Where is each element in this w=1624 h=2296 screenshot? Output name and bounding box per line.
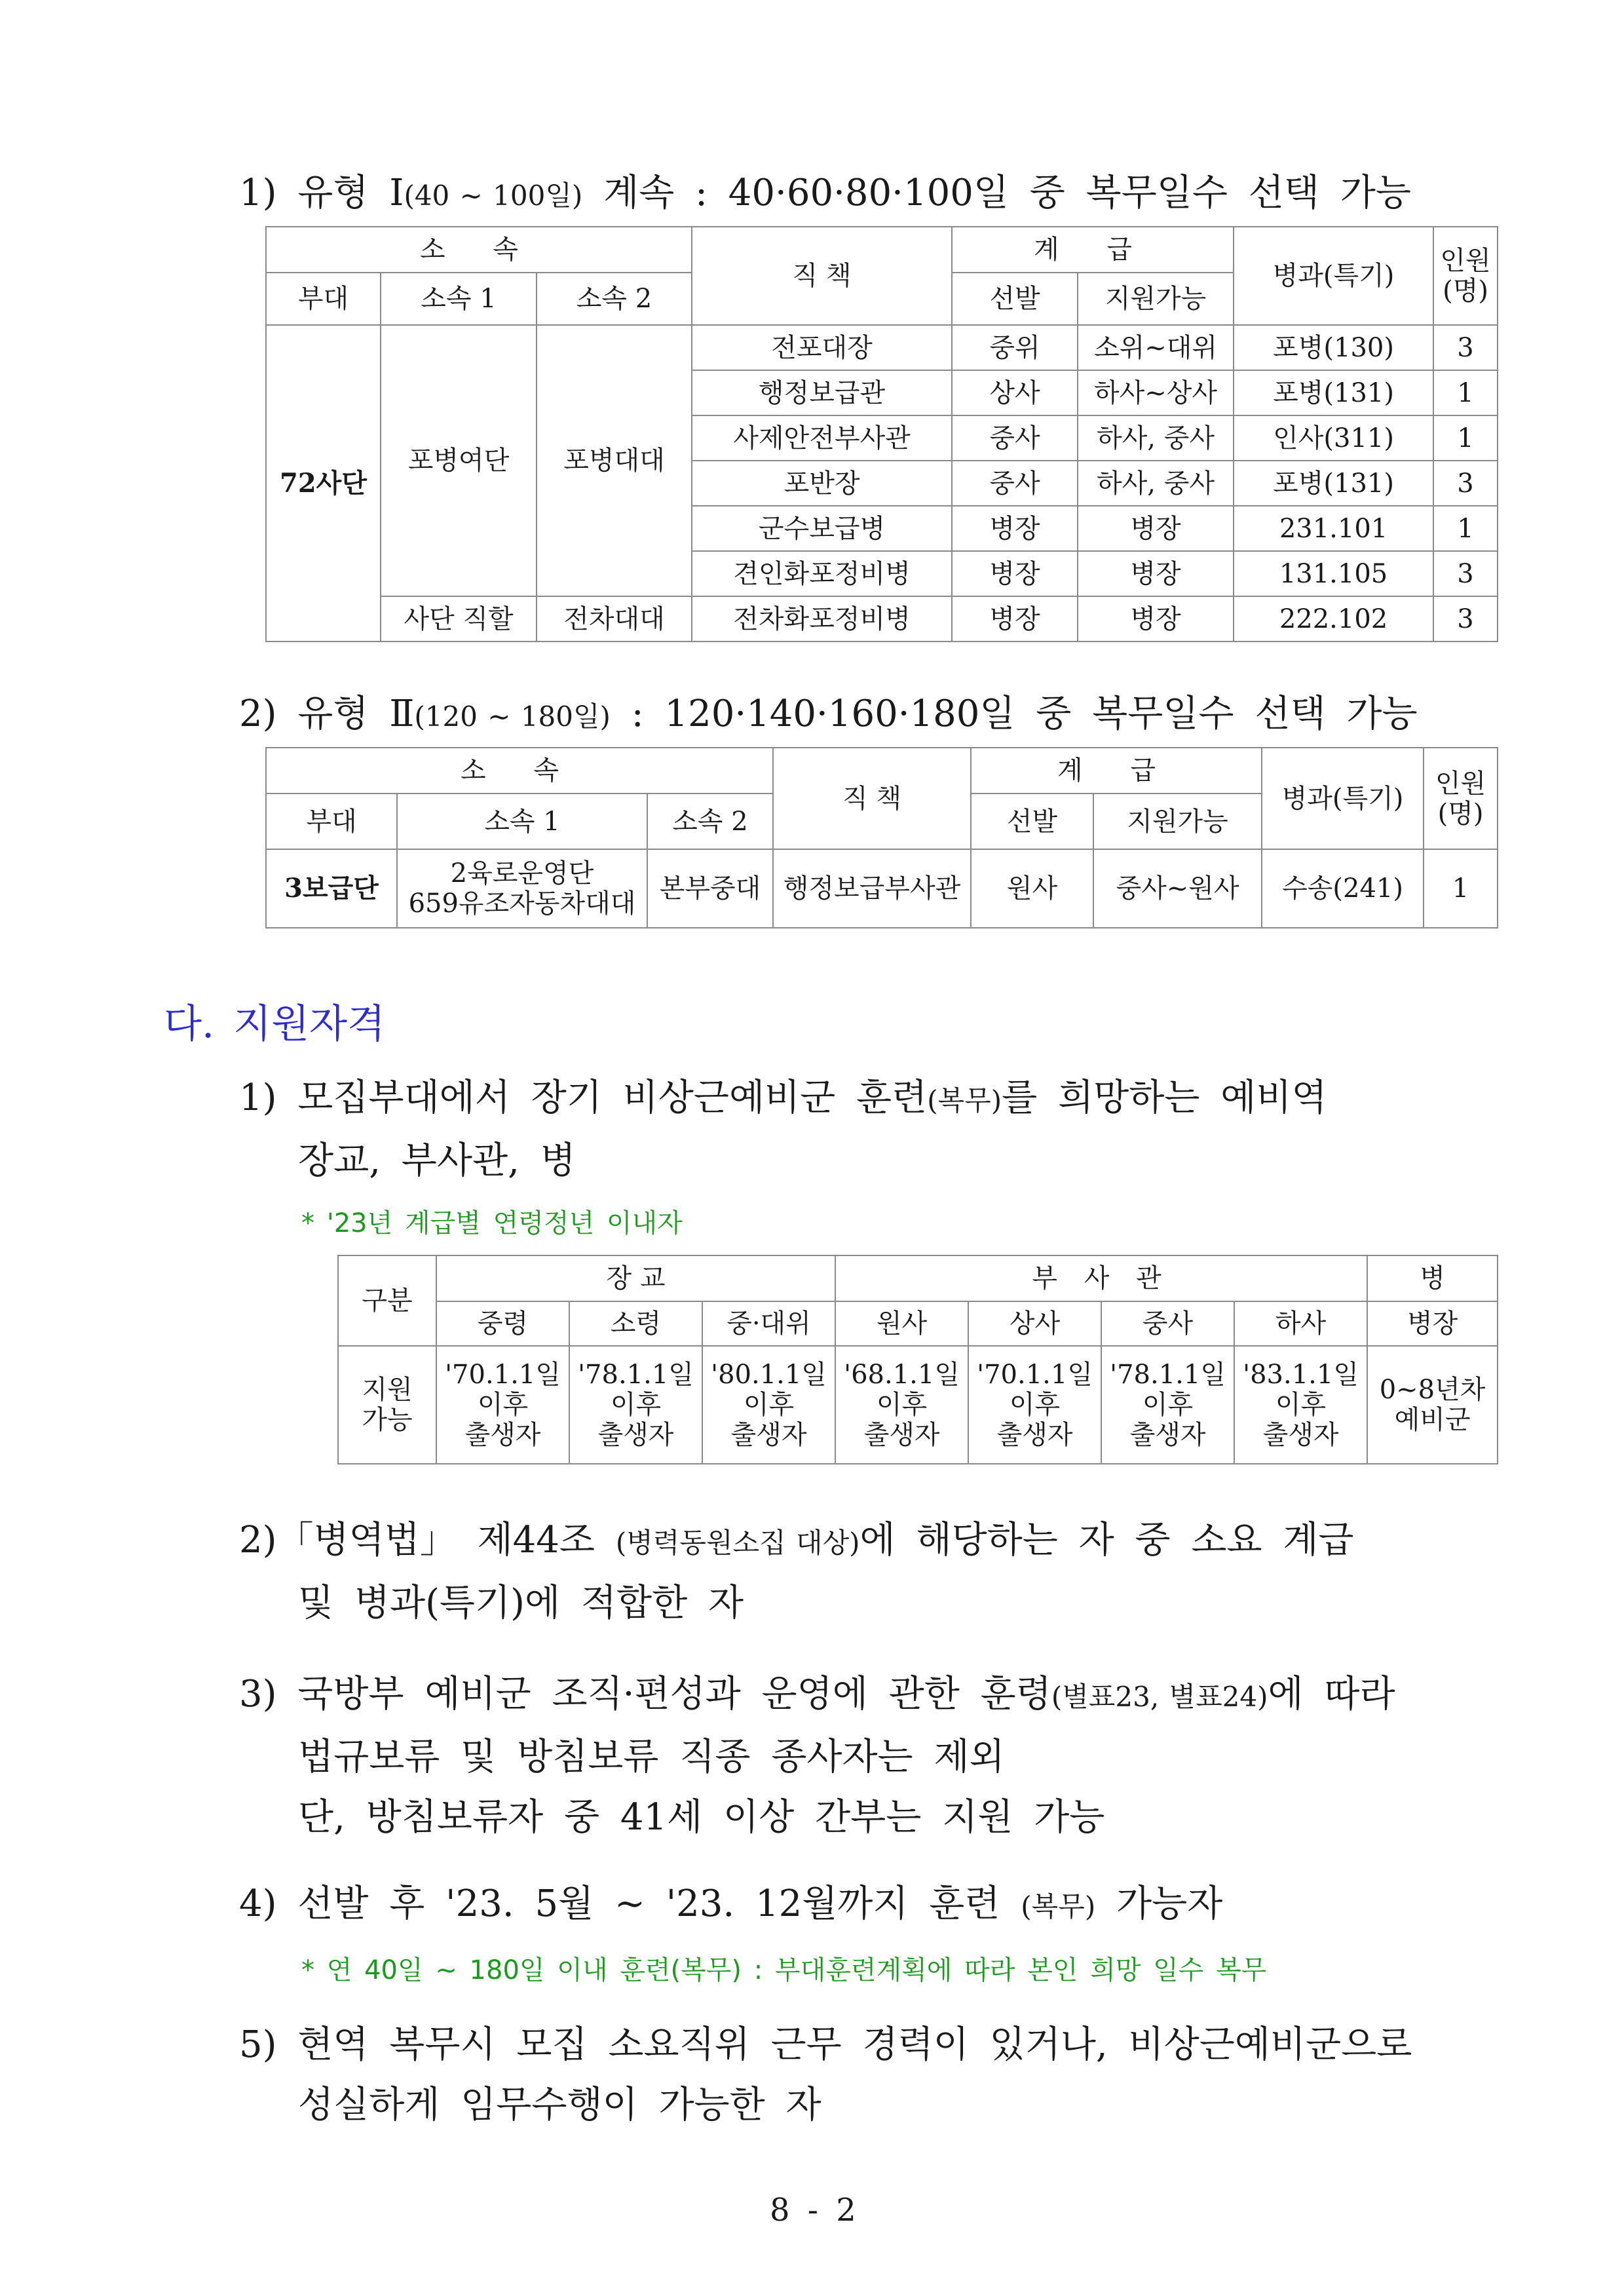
age-after: 이후: [610, 1390, 662, 1420]
paragraph-3: [239, 1664, 1395, 1848]
count-cell: 1: [1433, 415, 1498, 461]
type2-table: [265, 747, 1498, 928]
header-apply: 지원가능: [1093, 794, 1262, 849]
paragraph-number: 2): [239, 1519, 277, 1561]
branch-cell: 포병(131): [1234, 370, 1433, 415]
affiliation-2-cell: 포병대대: [537, 325, 692, 596]
branch-cell: 포병(130): [1234, 325, 1433, 370]
heading-range: (120 ~ 180일): [414, 700, 611, 733]
age-after: 이후: [743, 1390, 795, 1420]
age-born: 출생자: [996, 1420, 1073, 1450]
rank-header: 상사: [968, 1301, 1101, 1346]
header-affiliation-2: 소속 2: [537, 273, 692, 325]
heading-roman: Ⅰ: [389, 172, 404, 214]
branch-cell: 인사(311): [1234, 415, 1433, 461]
count-cell: 3: [1433, 325, 1498, 370]
paragraph-2: [239, 1510, 1354, 1634]
heading-number: 1): [239, 172, 277, 214]
rank-header: 중·대위: [702, 1301, 835, 1346]
rank-header: 소령: [569, 1301, 702, 1346]
header-officer: 장 교: [436, 1255, 835, 1301]
age-after: 이후: [1142, 1390, 1194, 1420]
age-born: 출생자: [597, 1420, 674, 1450]
count-cell: 3: [1433, 596, 1498, 641]
apply-cell: 소위~대위: [1078, 325, 1234, 370]
heading-range: (40 ~ 100일): [404, 180, 583, 212]
heading-roman: Ⅱ: [389, 693, 415, 735]
age-date: '78.1.1일: [578, 1360, 694, 1390]
paragraph-small: (복무): [1021, 1890, 1096, 1923]
header-duty: 직 책: [692, 227, 952, 325]
note-training-days: * 연 40일 ~ 180일 이내 훈련(복무) : 부대훈련계획에 따라 본인 희망 일수 복무: [301, 1955, 1267, 1985]
paragraph-small: (별표23, 별표24): [1051, 1681, 1268, 1713]
count-cell: 3: [1433, 551, 1498, 596]
age-date: '68.1.1일: [844, 1360, 960, 1390]
select-cell: 중사: [952, 415, 1078, 461]
apply-cell: 병장: [1078, 506, 1234, 551]
header-nco: 부 사 관: [835, 1255, 1367, 1301]
rank-header: 병장: [1367, 1301, 1498, 1346]
header-affiliation: 소 속: [266, 227, 692, 273]
duty-cell: 행정보급부사관: [773, 849, 971, 928]
paragraph-text: 에 해당하는 자 중 소요 계급: [859, 1519, 1354, 1561]
duty-cell: 행정보급관: [692, 370, 952, 415]
header-duty: 직 책: [773, 748, 971, 849]
affiliation-1-cell: 사단 직할: [381, 596, 537, 641]
duty-cell: 견인화포정비병: [692, 551, 952, 596]
heading-word: 유형: [297, 693, 369, 735]
age-cell: [436, 1346, 569, 1464]
paragraph-text: 「병역법」 제44조: [276, 1519, 595, 1561]
branch-cell: 222.102: [1234, 596, 1433, 641]
header-unit: 부대: [266, 794, 397, 849]
unit-cell: 72사단: [266, 325, 381, 641]
age-born: 출생자: [1129, 1420, 1206, 1450]
apply-cell: 하사~상사: [1078, 370, 1234, 415]
branch-cell: 131.105: [1234, 551, 1433, 596]
age-table: [337, 1255, 1498, 1464]
header-enlisted: 병: [1367, 1255, 1498, 1301]
heading-number: 2): [239, 693, 277, 735]
age-after: 이후: [477, 1390, 529, 1420]
age-born: 출생자: [730, 1420, 807, 1450]
affiliation-2-cell: 본부중대: [647, 849, 773, 928]
header-affiliation-1: 소속 1: [397, 794, 647, 849]
age-cell: [1234, 1346, 1367, 1464]
select-cell: 상사: [952, 370, 1078, 415]
count-cell: 3: [1433, 461, 1498, 506]
paragraph-small: (병력동원소집 대상): [615, 1527, 860, 1559]
age-date: '83.1.1일: [1243, 1360, 1359, 1390]
duty-cell: 전포대장: [692, 325, 952, 370]
header-rank: 계 급: [952, 227, 1234, 273]
age-reserve: 예비군: [1394, 1405, 1471, 1435]
apply-cell: 병장: [1078, 596, 1234, 641]
header-rank: 계 급: [971, 748, 1262, 794]
paragraph-line: 단, 방침보류자 중 41세 이상 간부는 지원 가능: [298, 1796, 1105, 1839]
age-date: '80.1.1일: [711, 1360, 827, 1390]
age-after: 이후: [1275, 1390, 1327, 1420]
age-born: 출생자: [464, 1420, 541, 1450]
heading-rest: 계속 : 40·60·80·100일 중 복무일수 선택 가능: [603, 172, 1411, 214]
paragraph-number: 3): [239, 1673, 277, 1715]
age-date: '78.1.1일: [1110, 1360, 1226, 1390]
age-after: 이후: [876, 1390, 928, 1420]
page-number: 8 - 2: [770, 2192, 860, 2229]
paragraph-number: 4): [239, 1883, 277, 1925]
paragraph-text: 선발 후 '23. 5월 ~ '23. 12월까지 훈련: [297, 1883, 1000, 1925]
count-cell: 1: [1424, 849, 1498, 928]
select-cell: 병장: [952, 596, 1078, 641]
count-cell: 1: [1433, 506, 1498, 551]
rank-header: 중사: [1101, 1301, 1234, 1346]
section-title: 다. 지원자격: [164, 1001, 385, 1047]
select-cell: 중위: [952, 325, 1078, 370]
affiliation-1-line: 659유조자동차대대: [408, 889, 636, 919]
table-row: [338, 1346, 1498, 1464]
branch-cell: 포병(131): [1234, 461, 1433, 506]
heading-rest: : 120·140·160·180일 중 복무일수 선택 가능: [631, 693, 1418, 735]
age-cell: [1367, 1346, 1498, 1464]
header-select: 선발: [952, 273, 1078, 325]
paragraph-line: 장교, 부사관, 병: [298, 1139, 576, 1182]
apply-cell: 하사, 중사: [1078, 415, 1234, 461]
duty-cell: 군수보급병: [692, 506, 952, 551]
header-unit: 부대: [266, 273, 381, 325]
select-cell: 원사: [971, 849, 1093, 928]
age-years: 0~8년차: [1379, 1375, 1486, 1405]
affiliation-1-cell: 포병여단: [381, 325, 537, 596]
rank-header: 하사: [1234, 1301, 1367, 1346]
select-cell: 병장: [952, 506, 1078, 551]
header-count: 인원(명): [1433, 227, 1498, 325]
header-affiliation-1: 소속 1: [381, 273, 537, 325]
age-born: 출생자: [1262, 1420, 1339, 1450]
age-cell: [835, 1346, 968, 1464]
rank-header: 중령: [436, 1301, 569, 1346]
paragraph-text: 가능자: [1116, 1883, 1223, 1925]
branch-cell: 231.101: [1234, 506, 1433, 551]
paragraph-4: [239, 1874, 1222, 1937]
age-cell: [702, 1346, 835, 1464]
age-date: '70.1.1일: [445, 1360, 561, 1390]
affiliation-2-cell: 전차대대: [537, 596, 692, 641]
paragraph-text: 모집부대에서 장기 비상근예비군 훈련: [297, 1077, 928, 1119]
paragraph-text: 현역 복무시 모집 소요직위 근무 경력이 있거나, 비상근예비군으로: [297, 2023, 1412, 2066]
age-born: 출생자: [863, 1420, 940, 1450]
duty-cell: 포반장: [692, 461, 952, 506]
age-cell: [1101, 1346, 1234, 1464]
rank-header: 원사: [835, 1301, 968, 1346]
header-apply: 지원가능: [1078, 273, 1234, 325]
select-cell: 병장: [952, 551, 1078, 596]
count-cell: 1: [1433, 370, 1498, 415]
select-cell: 중사: [952, 461, 1078, 506]
paragraph-1: [239, 1068, 1327, 1191]
age-after: 이후: [1009, 1390, 1061, 1420]
paragraph-text: 에 따라: [1268, 1673, 1395, 1715]
paragraph-text: 국방부 예비군 조직·편성과 운영에 관한 훈령: [297, 1673, 1051, 1715]
affiliation-1-cell: [397, 849, 647, 928]
heading-word: 유형: [297, 172, 369, 214]
table-row: [266, 596, 1498, 641]
paragraph-line: 성실하게 임무수행이 가능한 자: [298, 2084, 821, 2126]
type1-heading: [239, 164, 1411, 216]
type1-table: [265, 226, 1498, 642]
affiliation-1-line: 2육로운영단: [450, 858, 594, 889]
table-row: [266, 849, 1498, 928]
age-date: '70.1.1일: [977, 1360, 1093, 1390]
apply-cell: 하사, 중사: [1078, 461, 1234, 506]
apply-cell: 중사~원사: [1093, 849, 1262, 928]
header-count: 인원(명): [1424, 748, 1498, 849]
unit-cell: 3보급단: [266, 849, 397, 928]
age-cell: [968, 1346, 1101, 1464]
header-affiliation-2: 소속 2: [647, 794, 773, 849]
paragraph-line: 법규보류 및 방침보류 직종 종사자는 제외: [298, 1736, 1005, 1778]
header-division: 구분: [338, 1255, 436, 1346]
duty-cell: 전차화포정비병: [692, 596, 952, 641]
note-age-limit: * '23년 계급별 연령정년 이내자: [301, 1208, 683, 1238]
header-select: 선발: [971, 794, 1093, 849]
paragraph-small: (복무): [927, 1084, 1002, 1117]
paragraph-number: 1): [239, 1077, 277, 1119]
paragraph-number: 5): [239, 2023, 277, 2066]
type2-heading: [239, 685, 1418, 737]
header-affiliation: 소 속: [266, 748, 773, 794]
age-cell: [569, 1346, 702, 1464]
paragraph-5: [239, 2015, 1412, 2135]
row-label: 지원가능: [338, 1346, 436, 1464]
duty-cell: 사제안전부사관: [692, 415, 952, 461]
apply-cell: 병장: [1078, 551, 1234, 596]
table-row: [266, 325, 1498, 370]
paragraph-line: 및 병과(특기)에 적합한 자: [298, 1582, 744, 1624]
branch-cell: 수송(241): [1262, 849, 1424, 928]
paragraph-text: 를 희망하는 예비역: [1002, 1077, 1327, 1119]
header-branch: 병과(특기): [1234, 227, 1433, 325]
header-branch: 병과(특기): [1262, 748, 1424, 849]
